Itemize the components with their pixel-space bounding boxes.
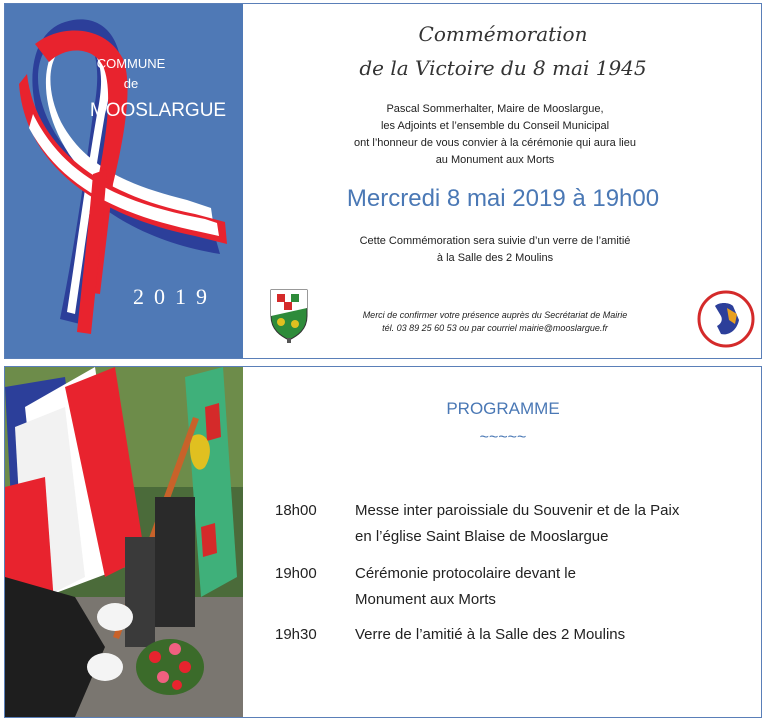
invite-line: au Monument aux Morts [435, 154, 555, 166]
title-line1: Commémoration [418, 22, 588, 46]
invite-text [285, 101, 705, 169]
programme-line: en l’église Saint Blaise de Mooslargue [355, 528, 609, 545]
confirm-line: Merci de confirmer votre présence auprès du Secrétariat de Mairie [362, 310, 628, 320]
programme [245, 367, 761, 717]
invite-line: ont l’honneur de vous convier à la cérémonie qui aura lieu [354, 137, 636, 149]
invitation-text [245, 4, 761, 358]
programme-line: Verre de l’amitié à la Salle des 2 Moulins [355, 626, 626, 643]
followup-line: Cette Commémoration sera suivie d’un verre de l’amitié [359, 235, 631, 247]
programme-time: 19h30 [275, 626, 317, 643]
programme-description [355, 561, 745, 613]
programme-description [355, 622, 745, 648]
programme-description [355, 498, 745, 550]
programme-title: PROGRAMME [446, 399, 560, 418]
invite-line: les Adjoints et l’ensemble du Conseil Municipal [380, 120, 610, 132]
invite-line: Pascal Sommerhalter, Maire de Mooslargue, [386, 103, 604, 115]
followup-line: à la Salle des 2 Moulins [436, 252, 554, 264]
event-date: Mercredi 8 mai 2019 à 19h00 [346, 185, 660, 212]
programme-line: Cérémonie protocolaire devant le [355, 565, 576, 582]
followup-text [285, 233, 705, 267]
programme-card [4, 366, 762, 718]
commune-banner [5, 4, 243, 358]
year: 2019 [133, 284, 217, 309]
ceremony-photo [5, 367, 243, 717]
title-line2: de la Victoire du 8 mai 1945 [359, 56, 647, 80]
coat-of-arms-icon [269, 286, 309, 344]
programme-item [275, 622, 745, 648]
confirm-line: tél. 03 89 25 60 53 ou par courriel mairie@mooslargue.fr [382, 323, 608, 333]
programme-line: Messe inter paroissiale du Souvenir et de la Paix [355, 502, 680, 519]
programme-time: 18h00 [275, 502, 317, 519]
programme-line: Monument aux Morts [355, 591, 496, 608]
commune-name: MOOSLARGUE [89, 100, 227, 121]
programme-time: 19h00 [275, 565, 317, 582]
programme-separator: ~~~~~ [479, 429, 527, 446]
commune-de: de [123, 76, 139, 91]
programme-item [275, 498, 745, 550]
confirm-text [325, 309, 665, 335]
programme-item [275, 561, 745, 613]
commune-label: COMMUNE [96, 56, 166, 71]
invitation-card [4, 3, 762, 359]
souvenir-francais-logo-icon [697, 290, 755, 348]
